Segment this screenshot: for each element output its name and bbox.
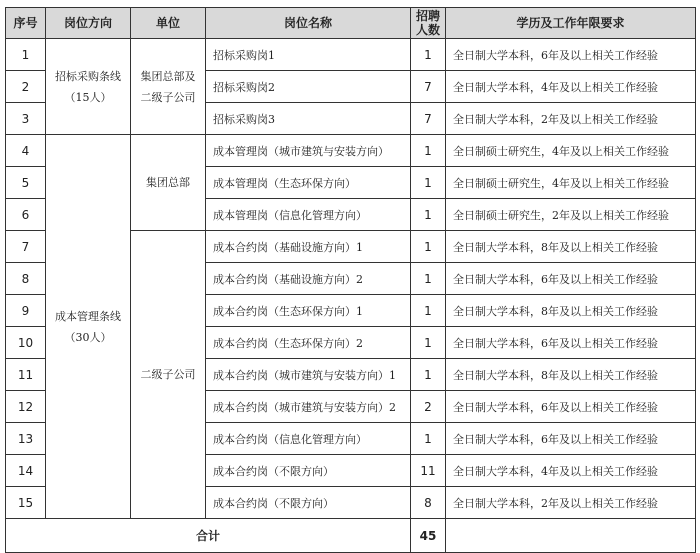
requirement-cell: 全日制大学本科，6年及以上相关工作经验 xyxy=(446,391,696,423)
requirement-cell: 全日制大学本科，8年及以上相关工作经验 xyxy=(446,295,696,327)
header-seq: 序号 xyxy=(6,8,46,39)
unit-cell-hq-sub xyxy=(131,39,206,135)
total-empty-cell xyxy=(446,519,696,553)
count-cell: 1 xyxy=(411,167,446,199)
requirement-cell: 全日制大学本科，6年及以上相关工作经验 xyxy=(446,423,696,455)
count-cell: 1 xyxy=(411,327,446,359)
position-cell: 招标采购岗1 xyxy=(206,39,411,71)
position-cell: 成本合约岗（生态环保方向）1 xyxy=(206,295,411,327)
seq-cell: 5 xyxy=(6,167,46,199)
seq-cell: 4 xyxy=(6,135,46,167)
seq-cell: 15 xyxy=(6,487,46,519)
table-row xyxy=(6,39,696,71)
seq-cell: 3 xyxy=(6,103,46,135)
requirement-cell: 全日制大学本科，2年及以上相关工作经验 xyxy=(446,103,696,135)
header-hire-line1: 招聘 xyxy=(415,9,440,23)
seq-cell: 8 xyxy=(6,263,46,295)
requirement-cell: 全日制大学本科，4年及以上相关工作经验 xyxy=(446,455,696,487)
count-cell: 1 xyxy=(411,263,446,295)
requirement-cell: 全日制大学本科，8年及以上相关工作经验 xyxy=(446,231,696,263)
seq-cell: 12 xyxy=(6,391,46,423)
count-cell: 7 xyxy=(411,103,446,135)
position-cell: 成本合约岗（城市建筑与安装方向）1 xyxy=(206,359,411,391)
count-cell: 7 xyxy=(411,71,446,103)
total-value: 45 xyxy=(411,519,446,553)
position-cell: 成本合约岗（基础设施方向）1 xyxy=(206,231,411,263)
total-row xyxy=(6,519,696,553)
header-hire-line2: 人数 xyxy=(415,23,440,37)
seq-cell: 9 xyxy=(6,295,46,327)
direction-quota: （15人） xyxy=(64,90,112,104)
count-cell: 1 xyxy=(411,39,446,71)
seq-cell: 2 xyxy=(6,71,46,103)
requirement-cell: 全日制大学本科，6年及以上相关工作经验 xyxy=(446,263,696,295)
count-cell: 11 xyxy=(411,455,446,487)
requirement-cell: 全日制大学本科，6年及以上相关工作经验 xyxy=(446,327,696,359)
seq-cell: 10 xyxy=(6,327,46,359)
direction-cell-procurement xyxy=(46,39,131,135)
position-cell: 成本管理岗（生态环保方向） xyxy=(206,167,411,199)
requirement-cell: 全日制硕士研究生，4年及以上相关工作经验 xyxy=(446,167,696,199)
count-cell: 1 xyxy=(411,231,446,263)
position-cell: 招标采购岗2 xyxy=(206,71,411,103)
seq-cell: 1 xyxy=(6,39,46,71)
count-cell: 1 xyxy=(411,295,446,327)
requirement-cell: 全日制大学本科，2年及以上相关工作经验 xyxy=(446,487,696,519)
position-cell: 成本合约岗（不限方向） xyxy=(206,455,411,487)
requirement-cell: 全日制大学本科，4年及以上相关工作经验 xyxy=(446,71,696,103)
direction-cell-cost xyxy=(46,135,131,519)
header-position: 岗位名称 xyxy=(206,8,411,39)
header-requirement: 学历及工作年限要求 xyxy=(446,8,696,39)
count-cell: 1 xyxy=(411,135,446,167)
requirement-cell: 全日制大学本科，6年及以上相关工作经验 xyxy=(446,39,696,71)
position-cell: 成本合约岗（城市建筑与安装方向）2 xyxy=(206,391,411,423)
count-cell: 2 xyxy=(411,391,446,423)
position-cell: 成本合约岗（信息化管理方向） xyxy=(206,423,411,455)
seq-cell: 7 xyxy=(6,231,46,263)
table-row xyxy=(6,135,696,167)
unit-label-line1: 集团总部及 xyxy=(140,69,196,83)
direction-label: 招标采购条线 xyxy=(55,69,121,83)
count-cell: 1 xyxy=(411,359,446,391)
seq-cell: 11 xyxy=(6,359,46,391)
position-cell: 招标采购岗3 xyxy=(206,103,411,135)
unit-cell-hq: 集团总部 xyxy=(131,135,206,231)
position-cell: 成本合约岗（基础设施方向）2 xyxy=(206,263,411,295)
requirement-cell: 全日制硕士研究生，2年及以上相关工作经验 xyxy=(446,199,696,231)
count-cell: 1 xyxy=(411,423,446,455)
seq-cell: 13 xyxy=(6,423,46,455)
direction-label: 成本管理条线 xyxy=(55,309,121,323)
position-cell: 成本管理岗（信息化管理方向） xyxy=(206,199,411,231)
seq-cell: 6 xyxy=(6,199,46,231)
count-cell: 8 xyxy=(411,487,446,519)
count-cell: 1 xyxy=(411,199,446,231)
total-label: 合计 xyxy=(6,519,411,553)
unit-label-line2: 二级子公司 xyxy=(140,90,196,104)
unit-cell-sub: 二级子公司 xyxy=(131,231,206,519)
requirement-cell: 全日制硕士研究生，4年及以上相关工作经验 xyxy=(446,135,696,167)
seq-cell: 14 xyxy=(6,455,46,487)
header-hire-count xyxy=(411,8,446,39)
position-cell: 成本合约岗（不限方向） xyxy=(206,487,411,519)
recruitment-table xyxy=(5,7,696,553)
direction-quota: （30人） xyxy=(64,330,112,344)
header-direction: 岗位方向 xyxy=(46,8,131,39)
requirement-cell: 全日制大学本科，8年及以上相关工作经验 xyxy=(446,359,696,391)
header-row xyxy=(6,8,696,39)
header-unit: 单位 xyxy=(131,8,206,39)
position-cell: 成本管理岗（城市建筑与安装方向） xyxy=(206,135,411,167)
position-cell: 成本合约岗（生态环保方向）2 xyxy=(206,327,411,359)
